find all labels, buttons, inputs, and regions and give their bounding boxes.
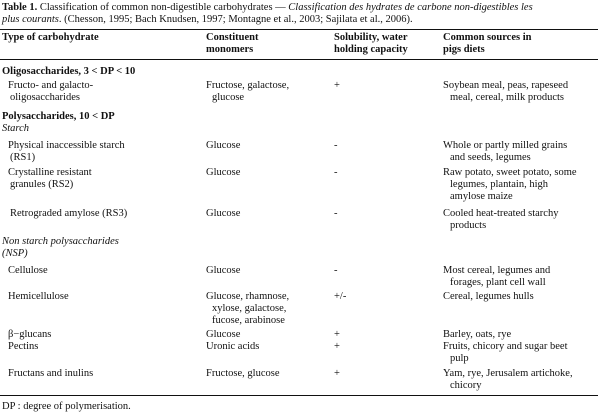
fructans-sources-1: Yam, rye, Jerusalem artichoke,: [443, 368, 573, 379]
fructans-solubility: +: [334, 368, 340, 379]
caption-french-2: plus courants: [2, 14, 59, 25]
rs1-name-2: (RS1): [10, 152, 36, 163]
top-rule: [0, 29, 598, 30]
caption-label: Table 1.: [2, 2, 38, 13]
hemicellulose-monomers-1: Glucose, rhamnose,: [206, 291, 290, 302]
hemicellulose-sources: Cereal, legumes hulls: [443, 291, 534, 302]
rs2-monomers: Glucose: [206, 167, 241, 178]
rs3-monomers: Glucose: [206, 208, 241, 219]
rs3-sources-1: Cooled heat-treated starchy: [443, 208, 559, 219]
caption-french-1: Classification des hydrates de carbone non-digestibles les: [288, 2, 533, 13]
cellulose-sources-1: Most cereal, legumes and: [443, 265, 551, 276]
table-footnote: DP : degree of polymerisation.: [2, 401, 131, 412]
cellulose-name: Cellulose: [8, 265, 48, 276]
header-monomers-2: monomers: [206, 44, 254, 55]
rs2-sources-1: Raw potato, sweet potato, some: [443, 167, 577, 178]
rs2-sources-3: amylose maize: [450, 191, 513, 202]
rs2-solubility: -: [334, 167, 338, 178]
header-solubility-1: Solubility, water: [334, 32, 408, 43]
rs2-name-1: Crystalline resistant: [8, 167, 92, 178]
header-type: Type of carbohydrate: [2, 32, 99, 43]
fructans-monomers: Fructose, glucose: [206, 368, 280, 379]
pectins-name: Pectins: [8, 341, 39, 352]
fos-sources-2: meal, cereal, milk products: [450, 92, 564, 103]
header-monomers-1: Constituent: [206, 32, 259, 43]
rs1-sources-1: Whole or partly milled grains: [443, 140, 568, 151]
fructans-name: Fructans and inulins: [8, 368, 94, 379]
group-oligosaccharides: Oligosaccharides, 3 < DP < 10: [2, 66, 136, 77]
rs3-sources-2: products: [450, 220, 487, 231]
table-caption: [2, 2, 594, 26]
hemicellulose-name: Hemicellulose: [8, 291, 69, 302]
rs3-solubility: -: [334, 208, 338, 219]
fos-monomers-1: Fructose, galactose,: [206, 80, 290, 91]
rs2-name-2: granules (RS2): [10, 179, 74, 190]
fos-name-1: Fructo- and galacto-: [8, 80, 94, 91]
pectins-solubility: +: [334, 341, 340, 352]
cellulose-sources-2: forages, plant cell wall: [450, 277, 546, 288]
subgroup-nsp-1: Non starch polysaccharides: [2, 236, 119, 247]
hemicellulose-monomers-2: xylose, galactose,: [212, 303, 287, 314]
cellulose-monomers: Glucose: [206, 265, 241, 276]
fos-sources-1: Soybean meal, peas, rapeseed: [443, 80, 569, 91]
beta-glucans-sources: Barley, oats, rye: [443, 329, 512, 340]
pectins-sources-2: pulp: [450, 353, 469, 364]
pectins-monomers: Uronic acids: [206, 341, 260, 352]
header-sources-2: pigs diets: [443, 44, 485, 55]
fos-monomers-2: glucose: [212, 92, 245, 103]
fos-solubility: +: [334, 80, 340, 91]
header-rule: [0, 59, 598, 60]
rs1-name-1: Physical inaccessible starch: [8, 140, 125, 151]
subgroup-starch: Starch: [2, 123, 30, 134]
beta-glucans-solubility: +: [334, 329, 340, 340]
subgroup-nsp-2: (NSP): [2, 248, 28, 259]
header-solubility-2: holding capacity: [334, 44, 408, 55]
group-polysaccharides: Polysaccharides, 10 < DP: [2, 111, 115, 122]
beta-glucans-monomers: Glucose: [206, 329, 241, 340]
hemicellulose-monomers-3: fucose, arabinose: [212, 315, 285, 326]
rs1-solubility: -: [334, 140, 338, 151]
header-sources-1: Common sources in: [443, 32, 532, 43]
rs3-name: Retrograded amylose (RS3): [10, 208, 128, 219]
rs2-sources-2: legumes, plantain, high: [450, 179, 548, 190]
fos-name-2: oligosaccharides: [10, 92, 80, 103]
fructans-sources-2: chicory: [450, 380, 482, 391]
cellulose-solubility: -: [334, 265, 338, 276]
hemicellulose-solubility: +/-: [334, 291, 347, 302]
beta-glucans-name: β−glucans: [8, 329, 52, 340]
caption-citations: . (Chesson, 1995; Bach Knudsen, 1997; Montagne et al., 2003; Sajilata et al., 2006).: [58, 14, 413, 25]
caption-english: Classification of common non-digestible carbohydrates —: [37, 2, 289, 13]
rs1-monomers: Glucose: [206, 140, 241, 151]
pectins-sources-1: Fruits, chicory and sugar beet: [443, 341, 568, 352]
rs1-sources-2: and seeds, legumes: [450, 152, 531, 163]
bottom-rule: [0, 395, 598, 396]
